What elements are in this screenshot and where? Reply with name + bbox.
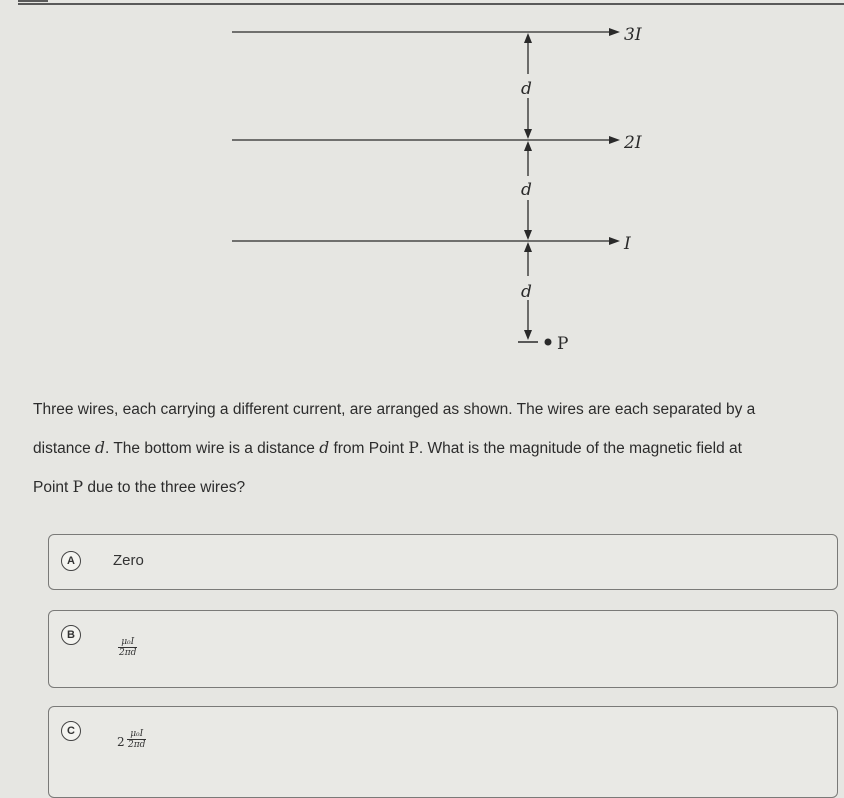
option-b-fraction (118, 637, 137, 658)
wire-top-arrow (609, 28, 620, 36)
option-c-coefficient: 2 (117, 735, 125, 749)
separation-label-top: d (521, 79, 532, 99)
question-line-1: Three wires, each carrying a different current, are arranged as shown. The wires are each separated by a (33, 401, 756, 418)
option-c-numerator: μ₀I (127, 729, 146, 740)
option-a-text: Zero (113, 552, 144, 569)
option-b-letter: B (61, 625, 81, 645)
separation-label-middle: d (521, 180, 532, 200)
question-line-2: distance d. The bottom wire is a distance d from Point P. What is the magnitude of the magnetic field at (33, 439, 742, 457)
wire-top-label: 3I (624, 25, 642, 45)
option-b-denominator: 2πd (119, 648, 137, 658)
option-c-denominator: 2πd (128, 740, 146, 750)
option-a-letter: A (61, 551, 81, 571)
question-text (33, 391, 833, 507)
wire-middle-label: 2I (624, 133, 642, 153)
wire-middle-arrow (609, 136, 620, 144)
separation-label-bottom: d (521, 282, 532, 302)
wire-bottom-arrow (609, 237, 620, 245)
point-p-label: P (557, 334, 569, 354)
option-a[interactable] (48, 534, 838, 590)
option-b-numerator: μ₀I (118, 637, 137, 648)
option-c-fraction (127, 729, 146, 750)
option-c-letter: C (61, 721, 81, 741)
question-line-3: Point P due to the three wires? (33, 478, 246, 496)
wire-bottom-label: I (624, 234, 631, 254)
wire-diagram (0, 0, 844, 380)
option-b[interactable] (48, 610, 838, 688)
option-c[interactable] (48, 706, 838, 798)
point-p-dot (545, 339, 552, 346)
